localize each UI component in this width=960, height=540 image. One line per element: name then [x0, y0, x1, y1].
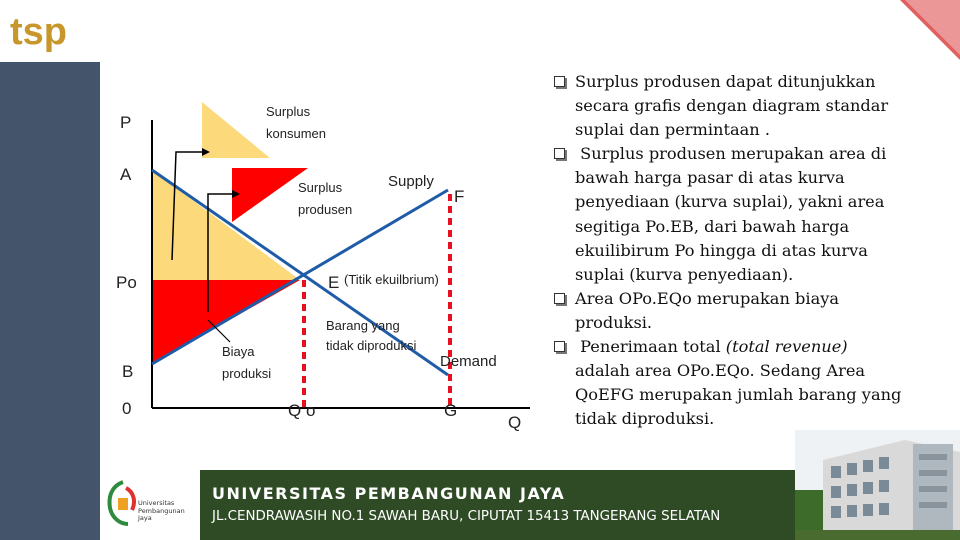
label-f: F [454, 187, 465, 206]
bullet-4-line-1 [575, 335, 952, 359]
bullet-4-line-2: adalah area OPo.EQo. Sedang Area [575, 361, 866, 381]
equilibrium-label: (Titik ekuilbrium) [344, 272, 439, 287]
surplus-diagram [110, 90, 540, 440]
label-qo: Q o [288, 401, 316, 420]
bullet-4-line-3: QoEFG merupakan jumlah barang yang [575, 385, 902, 405]
y-axis-label: P [120, 113, 132, 132]
bullet-item [552, 335, 952, 431]
bullet-4-line-4: tidak diproduksi. [575, 409, 715, 429]
unproduced-label-2: tidak diproduksi [326, 338, 417, 353]
bullet-3-line-2: produksi. [575, 312, 653, 332]
bullet-1-line-1: Surplus produsen dapat ditunjukkan [575, 72, 876, 91]
checkbox-bullet-icon [554, 76, 565, 87]
bullet-2-line-6: suplai (kurva penyediaan). [575, 264, 794, 284]
corner-decoration [900, 0, 960, 60]
consumer-surplus-label-2: konsumen [266, 126, 326, 141]
left-accent-bar [0, 62, 100, 540]
logo-text-line-1: Universitas [138, 499, 175, 507]
university-logo [104, 474, 196, 536]
logo-text-line-2: Pembangunan [138, 506, 185, 515]
university-address: JL.CENDRAWASIH NO.1 SAWAH BARU, CIPUTAT 15413 TANGERANG SELATAN [212, 509, 721, 524]
producer-surplus-label-2: produsen [298, 202, 353, 217]
checkbox-bullet-icon [554, 148, 565, 159]
bullet-4-italic: (total revenue) [725, 337, 848, 357]
bullet-1-line-3: suplai dan permintaan . [575, 120, 770, 140]
bullet-2-line-1: Surplus produsen merupakan area di [575, 144, 887, 164]
bullet-2-line-4: segitiga Po.EB, dari bawah harga [575, 216, 850, 236]
bullet-item [552, 142, 952, 287]
bullet-2-line-3: penyediaan (kurva suplai), yakni area [575, 192, 885, 212]
consumer-surplus-label-1: Surplus [266, 104, 311, 119]
label-a: A [120, 165, 132, 184]
bullet-1-line-2: secara grafis dengan diagram standar [575, 96, 889, 116]
surplus-konsumen-triangle [202, 102, 270, 158]
logo-text-line-3: Jaya [138, 514, 152, 522]
label-zero: 0 [122, 399, 132, 418]
producer-surplus-label-1: Surplus [298, 180, 343, 195]
bullet-item [552, 287, 952, 335]
checkbox-bullet-icon [554, 341, 565, 352]
upj-emblem-icon [106, 478, 140, 528]
supply-label: Supply [388, 173, 434, 190]
university-logo-text [138, 500, 185, 523]
bullet-2-line-5: ekuilibirum Po hingga di atas kurva [575, 240, 868, 260]
production-cost-label-2: produksi [222, 366, 272, 381]
bullet-4-text: Penerimaan total [575, 337, 726, 357]
demand-label: Demand [440, 353, 497, 370]
bullet-3-line-1: Area OPo.EQo merupakan biaya [575, 288, 840, 308]
label-b: B [122, 362, 134, 381]
bullet-item [552, 70, 952, 142]
label-e: E [328, 273, 340, 292]
unproduced-label-1: Barang yang [326, 318, 400, 333]
university-name: UNIVERSITAS PEMBANGUNAN JAYA [212, 484, 566, 503]
production-cost-label-1: Biaya [222, 344, 255, 359]
tsp-logo [8, 12, 98, 58]
label-g: G [444, 401, 458, 420]
surplus-produsen-triangle [232, 168, 308, 222]
x-axis-label: Q [508, 413, 522, 432]
checkbox-bullet-icon [554, 293, 565, 304]
bullet-2-line-2: bawah harga pasar di atas kurva [575, 168, 845, 188]
label-po: Po [116, 273, 137, 292]
tsp-logo-text: tsp [10, 12, 67, 53]
footer-band [200, 470, 795, 540]
explanation-list [552, 70, 952, 431]
campus-building-image [795, 430, 960, 540]
